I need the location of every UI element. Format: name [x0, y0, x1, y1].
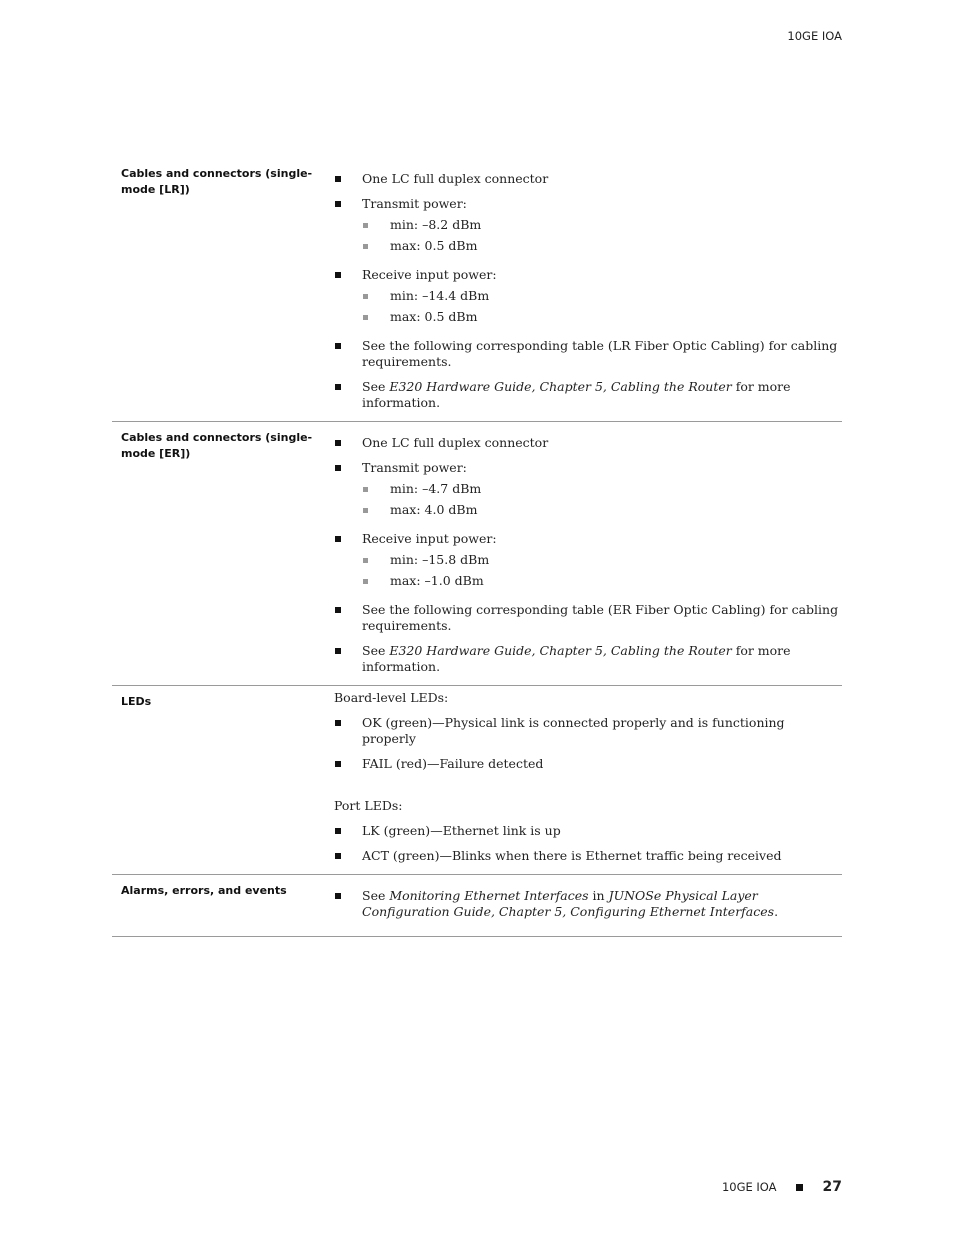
sub-list	[362, 288, 842, 325]
list-item: See the following corresponding table (ER Fiber Optic Cabling) for cabling requirements.	[334, 602, 842, 634]
doc-reference: Monitoring Ethernet Interfaces	[389, 888, 589, 903]
doc-reference: JUNOSe Physical Layer Configuration Guide, Chapter 5, Configuring Ethernet Interfaces	[362, 888, 775, 919]
row-label: Cables and connectors (single-mode [LR])	[121, 167, 313, 196]
doc-reference: E320 Hardware Guide, Chapter 5, Cabling the Router	[389, 643, 732, 658]
list-item: One LC full duplex connector	[334, 435, 842, 451]
list-item: Transmit power: min: –8.2 dBm max: 0.5 dBm	[334, 196, 842, 254]
row-label: LEDs	[121, 695, 152, 708]
bullet-list	[334, 715, 842, 772]
bullet-list	[334, 823, 842, 864]
list-item: See E320 Hardware Guide, Chapter 5, Cabling the Router for more information.	[334, 379, 842, 411]
bullet-list	[334, 888, 842, 920]
sub-list-item: min: –15.8 dBm	[362, 552, 842, 568]
row-content	[334, 875, 842, 936]
sub-list-item: max: –1.0 dBm	[362, 573, 842, 589]
running-footer	[722, 1179, 842, 1195]
row-label: Cables and connectors (single-mode [ER])	[121, 431, 313, 460]
list-item: See E320 Hardware Guide, Chapter 5, Cabling the Router for more information.	[334, 643, 842, 675]
doc-reference: E320 Hardware Guide, Chapter 5, Cabling the Router	[389, 379, 732, 394]
row-content	[334, 422, 842, 685]
bullet-list	[334, 435, 842, 675]
spec-row-alarms	[112, 875, 842, 937]
sub-list	[362, 217, 842, 254]
page-number: 27	[822, 1179, 842, 1195]
sub-list-item: max: 4.0 dBm	[362, 502, 842, 518]
list-item: LK (green)—Ethernet link is up	[334, 823, 842, 839]
sub-list	[362, 552, 842, 589]
bullet-list	[334, 171, 842, 411]
list-item: See Monitoring Ethernet Interfaces in JUNOSe Physical Layer Configuration Guide, Chapter 5, Configuring Ethernet Interfaces.	[334, 888, 842, 920]
list-item: Receive input power: min: –15.8 dBm max: –1.0 dBm	[334, 531, 842, 589]
sub-list-item: min: –8.2 dBm	[362, 217, 842, 233]
row-content	[334, 158, 842, 421]
port-leds-intro: Port LEDs:	[334, 798, 403, 813]
list-item: Transmit power: min: –4.7 dBm max: 4.0 dBm	[334, 460, 842, 518]
board-leds-intro: Board-level LEDs:	[334, 690, 449, 705]
list-item: ACT (green)—Blinks when there is Ethernet traffic being received	[334, 848, 842, 864]
list-item: FAIL (red)—Failure detected	[334, 756, 842, 772]
list-item: OK (green)—Physical link is connected properly and is functioning properly	[334, 715, 842, 747]
row-label: Alarms, errors, and events	[121, 884, 287, 897]
spec-row-er	[112, 422, 842, 686]
sub-list-item: min: –14.4 dBm	[362, 288, 842, 304]
row-content	[334, 686, 842, 874]
sub-list-item: max: 0.5 dBm	[362, 309, 842, 325]
footer-title: 10GE IOA	[721, 1180, 777, 1194]
list-item: One LC full duplex connector	[334, 171, 842, 187]
list-item: Receive input power: min: –14.4 dBm max: 0.5 dBm	[334, 267, 842, 325]
sub-list-item: max: 0.5 dBm	[362, 238, 842, 254]
list-item: See the following corresponding table (LR Fiber Optic Cabling) for cabling requirements.	[334, 338, 842, 370]
running-header: 10GE IOA	[787, 29, 842, 43]
sub-list-item: min: –4.7 dBm	[362, 481, 842, 497]
sub-list	[362, 481, 842, 518]
spec-row-leds	[112, 686, 842, 875]
footer-separator-icon	[796, 1184, 803, 1191]
spec-row-lr	[112, 158, 842, 422]
spec-table	[112, 158, 842, 937]
